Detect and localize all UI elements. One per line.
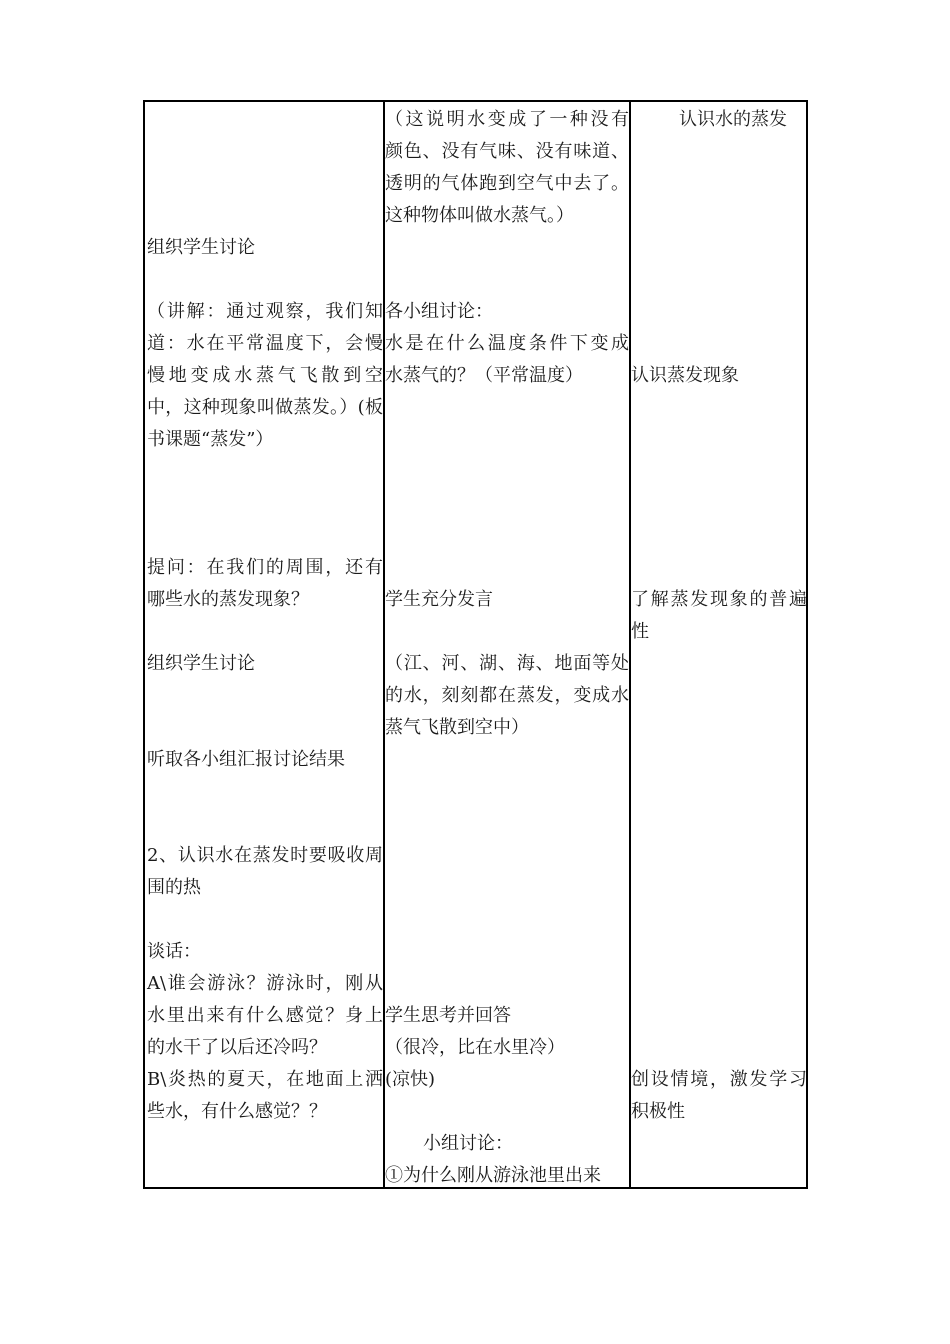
cool-answer-text: (凉快) xyxy=(385,1069,436,1090)
organize-discussion-text: 组织学生讨论 xyxy=(147,653,255,674)
question-b-paragraph: B\炎热的夏天，在地面上洒 些水，有什么感觉？？ xyxy=(147,1069,383,1122)
listen-report-text: 听取各小组汇报讨论结果 xyxy=(147,749,345,770)
lesson-plan-table xyxy=(143,100,808,1189)
evaporation-places-paragraph: （江、河、湖、海、地面等处 的水，刻刻都在蒸发，变成水 蒸气飞散到空中） xyxy=(385,653,629,738)
section-2-heading: 2、认识水在蒸发时要吸收周 围的热 xyxy=(147,845,383,898)
group-discussion-label: 各小组讨论： xyxy=(385,301,493,322)
discussion-question-1: ①为什么刚从游泳池里出来 xyxy=(385,1165,601,1186)
recognize-evaporation-text: 认识水的蒸发 xyxy=(679,109,787,130)
explanation-paragraph: （讲解：通过观察，我们知 道：水在平常温度下，会慢 慢地变成水蒸气飞散到空 中，这种现象叫做蒸发。）(板 书课题“蒸发”） xyxy=(147,301,383,450)
temperature-question: 水是在什么温度条件下变成 水蒸气的？（平常温度） xyxy=(385,333,629,386)
recognize-phenomenon-text: 认识蒸发现象 xyxy=(631,365,739,386)
question-paragraph: 提问：在我们的周围，还有 哪些水的蒸发现象？ xyxy=(147,557,383,610)
talk-label: 谈话： xyxy=(147,941,201,962)
scenario-text: 创设情境，激发学习 积极性 xyxy=(631,1069,807,1122)
cold-answer-text: （很冷，比在水里冷） xyxy=(385,1037,565,1058)
universality-text: 了解蒸发现象的普遍 性 xyxy=(631,589,807,642)
small-group-discussion-label: 小组讨论： xyxy=(423,1133,513,1154)
water-vapor-paragraph: （这说明水变成了一种没有 颜色、没有气味、没有味道、 透明的气体跑到空气中去了。 这种物体叫做水蒸气。） xyxy=(385,109,629,226)
student-speak-text: 学生充分发言 xyxy=(385,589,493,610)
question-a-paragraph: A\谁会游泳？游泳时，刚从 水里出来有什么感觉？身上 的水干了以后还冷吗？ xyxy=(147,973,383,1058)
student-think-text: 学生思考并回答 xyxy=(385,1005,511,1026)
organize-discussion-text: 组织学生讨论 xyxy=(147,237,255,258)
